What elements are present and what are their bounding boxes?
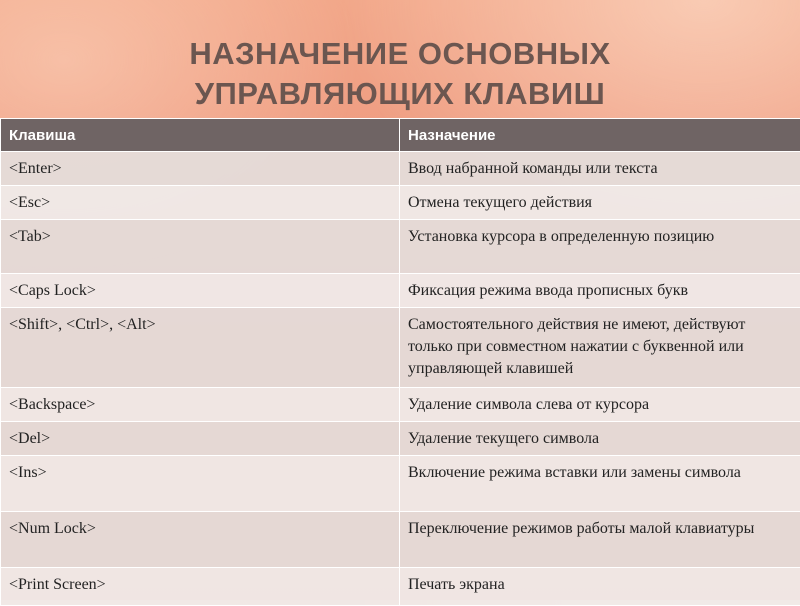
cell-key: <Tab> — [1, 220, 400, 274]
table-header-row — [1, 119, 800, 152]
cell-key: <Shift>, <Ctrl>, <Alt> — [1, 308, 400, 388]
header-purpose: Назначение — [400, 119, 800, 152]
cell-key: <Backspace> — [1, 388, 400, 422]
cell-key: <Num Lock> — [1, 512, 400, 568]
table-row — [1, 308, 800, 388]
cell-key: <Caps Lock> — [1, 274, 400, 308]
cell-purpose: Печать экрана — [400, 568, 800, 606]
header-key: Клавиша — [1, 119, 400, 152]
cell-key: <Print Screen> — [1, 568, 400, 606]
slide-title — [0, 34, 800, 114]
cell-purpose: Удаление символа слева от курсора — [400, 388, 800, 422]
table-row — [1, 456, 800, 512]
table-row — [1, 512, 800, 568]
keys-table-container — [0, 118, 800, 594]
cell-purpose: Переключение режимов работы малой клавиатуры — [400, 512, 800, 568]
table-row — [1, 152, 800, 186]
cell-key: <Del> — [1, 422, 400, 456]
table-row — [1, 274, 800, 308]
cell-purpose: Самостоятельного действия не имеют, действуют только при совместном нажатии с буквенной или управляющей клавишей — [400, 308, 800, 388]
cell-purpose: Ввод набранной команды или текста — [400, 152, 800, 186]
cell-purpose: Фиксация режима ввода прописных букв — [400, 274, 800, 308]
cell-key: <Enter> — [1, 152, 400, 186]
cell-purpose: Удаление текущего символа — [400, 422, 800, 456]
table-row — [1, 422, 800, 456]
cell-key: <Esc> — [1, 186, 400, 220]
slide-title-line-2: УПРАВЛЯЮЩИХ КЛАВИШ — [0, 74, 800, 114]
cell-purpose: Установка курсора в определенную позицию — [400, 220, 800, 274]
table-row — [1, 186, 800, 220]
table-row — [1, 220, 800, 274]
cell-purpose: Отмена текущего действия — [400, 186, 800, 220]
cell-key: <Ins> — [1, 456, 400, 512]
keys-table — [0, 118, 800, 606]
table-row — [1, 388, 800, 422]
cell-purpose: Включение режима вставки или замены символа — [400, 456, 800, 512]
slide-title-line-1: НАЗНАЧЕНИЕ ОСНОВНЫХ — [0, 34, 800, 74]
